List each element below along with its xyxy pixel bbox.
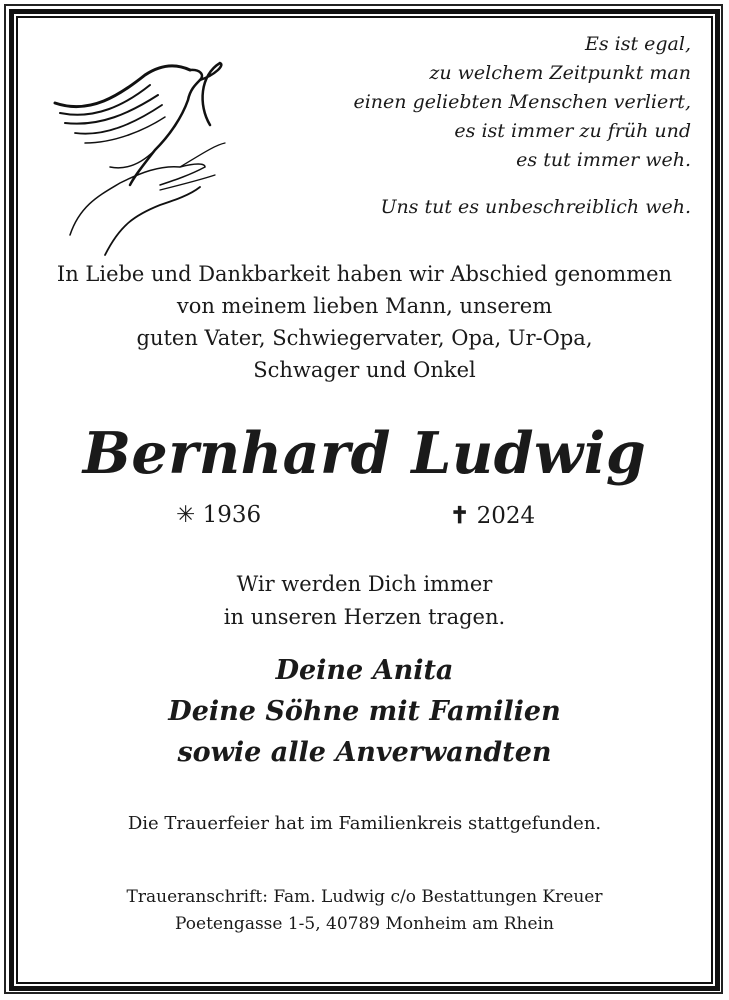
intro-line: Schwager und Onkel xyxy=(253,358,476,382)
intro-line: In Liebe und Dankbarkeit haben wir Abschied genommen xyxy=(56,262,673,286)
mourning-address xyxy=(0,884,729,938)
poem-closing: Uns tut es unbeschreiblich weh. xyxy=(380,196,691,218)
verse-line: in unseren Herzen tragen. xyxy=(223,605,506,629)
birth-year: 1936 xyxy=(202,502,262,528)
star-icon: ✳ xyxy=(176,502,196,528)
mourner-line: Deine Anita xyxy=(275,655,454,686)
poem xyxy=(353,30,691,222)
address-line: Traueranschrift: Fam. Ludwig c/o Bestattungen Kreuer xyxy=(126,887,603,907)
poem-line: es tut immer weh. xyxy=(516,149,691,171)
mourner-line: sowie alle Anverwandten xyxy=(177,737,552,768)
dove-and-hand-icon xyxy=(50,55,230,260)
death-date xyxy=(450,502,535,529)
deceased-name: Bernhard Ludwig xyxy=(82,420,647,487)
poem-line: Es ist egal, xyxy=(584,33,691,55)
verse-line: Wir werden Dich immer xyxy=(236,572,493,596)
address-line: Poetengasse 1-5, 40789 Monheim am Rhein xyxy=(175,914,554,934)
poem-line: einen geliebten Menschen verliert, xyxy=(353,91,691,113)
poem-line: zu welchem Zeitpunkt man xyxy=(429,62,691,84)
intro-line: guten Vater, Schwiegervater, Opa, Ur-Opa, xyxy=(136,326,593,350)
poem-line: es ist immer zu früh und xyxy=(454,120,691,142)
death-year: 2024 xyxy=(476,503,536,529)
intro-text xyxy=(0,258,729,386)
ceremony-note: Die Trauerfeier hat im Familienkreis stattgefunden. xyxy=(127,813,602,834)
verse xyxy=(0,568,729,634)
mourners xyxy=(0,650,729,773)
cross-icon: ✝ xyxy=(450,502,470,529)
mourner-line: Deine Söhne mit Familien xyxy=(168,696,561,727)
intro-line: von meinem lieben Mann, unserem xyxy=(176,294,553,318)
birth-date xyxy=(176,502,261,528)
